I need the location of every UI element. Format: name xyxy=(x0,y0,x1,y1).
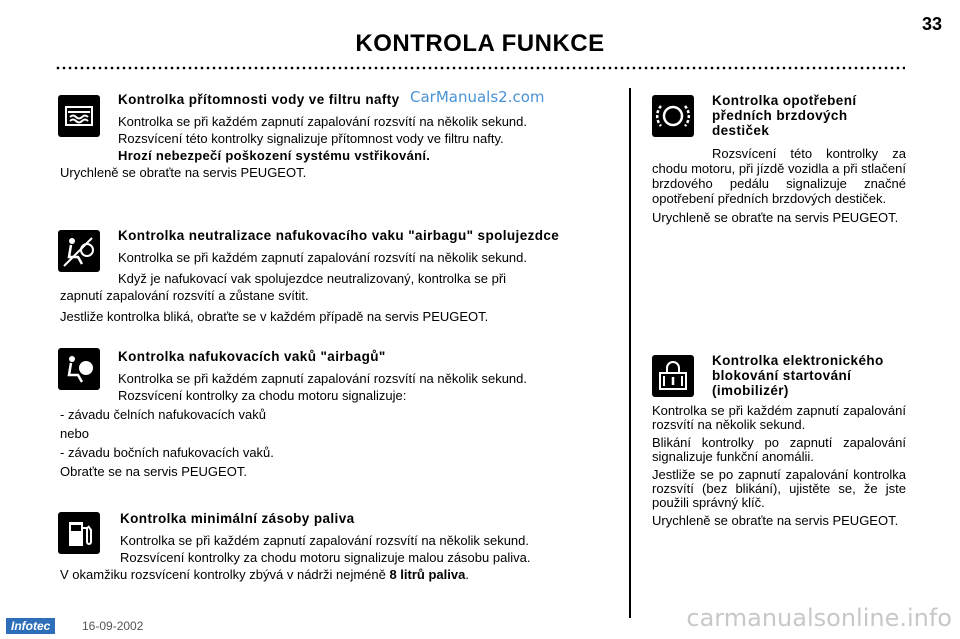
section-heading: Kontrolka minimální zásoby paliva xyxy=(120,511,355,526)
paragraph: Urychleně se obraťte na servis PEUGEOT. xyxy=(60,165,307,180)
paragraph: Kontrolka se při každém zapnutí zapalování rozsvítí na několik sekund. xyxy=(118,250,527,265)
fuel-amount: 8 litrů paliva xyxy=(389,567,466,582)
paragraph: Kontrolka se při každém zapnutí zapalování rozsvítí na několik sekund. xyxy=(118,371,527,386)
paragraph: zapnutí zapalování rozsvítí a zůstane svítit. xyxy=(60,288,309,303)
paragraph: Když je nafukovací vak spolujezdce neutralizovaný, kontrolka se při xyxy=(118,271,507,286)
paragraph: Rozsvícení kontrolky za chodu motoru signalizuje malou zásobu paliva. xyxy=(120,550,531,565)
paragraph: Kontrolka se při každém zapnutí zapalování rozsvítí na několik sekund. xyxy=(118,114,527,129)
paragraph: Urychleně se obraťte na servis PEUGEOT. xyxy=(652,210,899,225)
list-item: - závadu čelních nafukovacích vaků xyxy=(60,407,266,422)
paragraph: Jestliže se po zapnutí zapalování kontrolka rozsvítí (bez blikání), ujistěte se, že jste použili správný klíč. xyxy=(652,467,906,510)
print-date: 16-09-2002 xyxy=(82,619,144,633)
section-heading: Kontrolka elektronického blokování startování (imobilizér) xyxy=(712,353,884,398)
section-heading: Kontrolka opotřebení předních brzdových destiček xyxy=(712,93,857,138)
paragraph: nebo xyxy=(60,426,89,441)
paragraph: Kontrolka se při každém zapnutí zapalování rozsvítí na několik sekund. xyxy=(120,533,529,548)
fuel-text-end: . xyxy=(465,567,469,582)
page-title: KONTROLA FUNKCE xyxy=(355,30,605,57)
paragraph xyxy=(60,566,608,583)
paragraph: Rozsvícení této kontrolky za chodu motoru, při jízdě vozidla a při stlačení brzdového pedálu signalizuje značné opotřebení předních brzdových destiček. xyxy=(652,146,906,206)
airbags-section xyxy=(60,349,608,480)
paragraph: Urychleně se obraťte na servis PEUGEOT. xyxy=(652,513,899,528)
fuel-text: V okamžiku rozsvícení kontrolky zbývá v nádrži nejméně xyxy=(60,567,390,582)
column-divider xyxy=(629,88,631,618)
brake-pad-section xyxy=(652,93,906,225)
warning-text: Hrozí nebezpečí poškození systému vstřikování. xyxy=(118,148,431,163)
watermark: CarManuals2.com xyxy=(410,88,545,106)
infotec-logo: Infotec xyxy=(6,618,55,634)
paragraph: Rozsvícení této kontrolky signalizuje přítomnost vody ve filtru nafty. xyxy=(118,131,504,146)
site-watermark: carmanualsonline.info xyxy=(686,604,952,632)
dotted-divider xyxy=(55,66,905,70)
paragraph: Kontrolka se při každém zapnutí zapalování rozsvítí na několik sekund. xyxy=(652,403,906,432)
airbag-off-section xyxy=(60,228,608,325)
fuel-section xyxy=(60,511,608,583)
list-item: - závadu bočních nafukovacích vaků. xyxy=(60,445,274,460)
water-in-fuel-section xyxy=(60,92,608,181)
section-heading: Kontrolka nafukovacích vaků "airbagů" xyxy=(118,349,386,364)
section-heading: Kontrolka přítomnosti vody ve filtru nafty xyxy=(118,92,400,107)
paragraph: Jestliže kontrolka bliká, obraťte se v každém případě na servis PEUGEOT. xyxy=(60,309,489,324)
section-heading: Kontrolka neutralizace nafukovacího vaku "airbagu" spolujezdce xyxy=(118,228,560,243)
paragraph: Blikání kontrolky po zapnutí zapalování signalizuje funkční anomálii. xyxy=(652,435,906,464)
page-number: 33 xyxy=(921,14,942,34)
paragraph: Obraťte se na servis PEUGEOT. xyxy=(60,464,247,479)
immobilizer-section xyxy=(652,353,906,528)
paragraph: Rozsvícení kontrolky za chodu motoru signalizuje: xyxy=(118,388,407,403)
